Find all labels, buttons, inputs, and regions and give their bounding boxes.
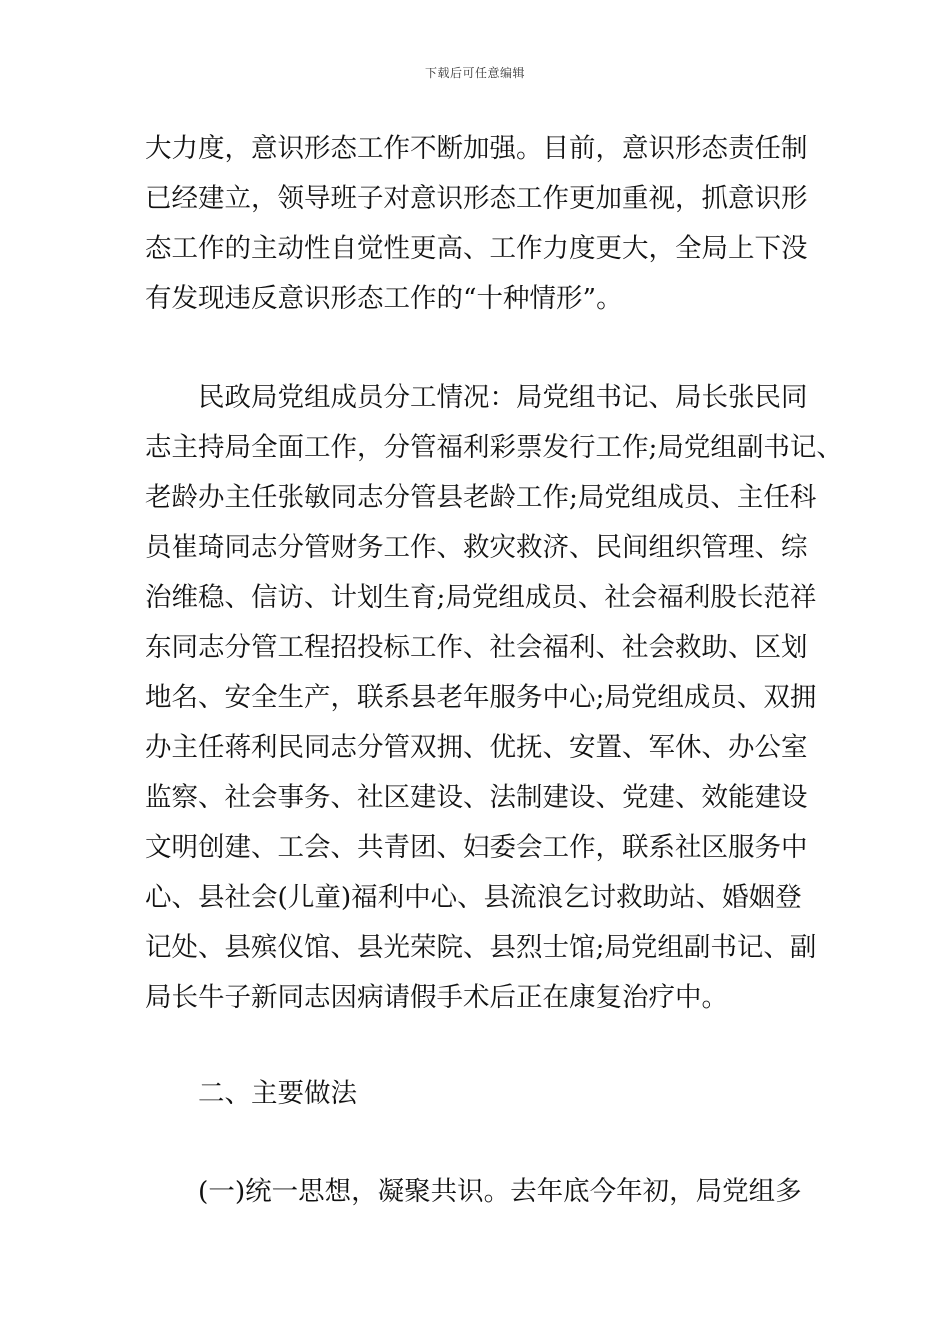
paragraph-line: 治维稳、信访、计划生育;局党组成员、社会福利股长范祥 xyxy=(145,582,817,613)
paragraph-1 xyxy=(145,124,825,324)
section-heading xyxy=(145,1069,825,1119)
paragraph-line: 民政局党组成员分工情况：局党组书记、局长张民同 xyxy=(198,382,808,413)
paragraph-line: 已经建立，领导班子对意识形态工作更加重视，抓意识形 xyxy=(145,183,808,214)
paragraph-line: 文明创建、工会、共青团、妇委会工作，联系社区服务中 xyxy=(145,832,808,863)
paragraph-line: 监察、社会事务、社区建设、法制建设、党建、效能建设 xyxy=(145,782,808,813)
paragraph-line: (一)统一思想，凝聚共识。去年底今年初，局党组多 xyxy=(198,1176,802,1207)
paragraph-line: 办主任蒋利民同志分管双拥、优抚、安置、军休、办公室 xyxy=(145,732,808,763)
paragraph-line: 东同志分管工程招投标工作、社会福利、社会救助、区划 xyxy=(145,632,808,663)
paragraph-line: 老龄办主任张敏同志分管县老龄工作;局党组成员、主任科 xyxy=(145,482,817,513)
paragraph-line: 局长牛子新同志因病请假手术后正在康复治疗中。 xyxy=(145,982,728,1013)
paragraph-line: 大力度，意识形态工作不断加强。目前，意识形态责任制 xyxy=(145,133,808,164)
paragraph-line: 态工作的主动性自觉性更高、工作力度更大，全局上下没 xyxy=(145,233,808,264)
paragraph-line: 地名、安全生产，联系县老年服务中心;局党组成员、双拥 xyxy=(145,682,817,713)
heading-line: 二、主要做法 xyxy=(198,1078,357,1109)
paragraph-line: 心、县社会(儿童)福利中心、县流浪乞讨救助站、婚姻登 xyxy=(145,882,802,913)
paragraph-line: 记处、县殡仪馆、县光荣院、县烈士馆;局党组副书记、副 xyxy=(145,932,817,963)
paragraph-line: 员崔琦同志分管财务工作、救灾救济、民间组织管理、综 xyxy=(145,532,808,563)
paragraph-line: 志主持局全面工作，分管福利彩票发行工作;局党组副书记、 xyxy=(145,432,843,463)
page-header: 下载后可任意编辑 xyxy=(424,66,525,80)
paragraph-3 xyxy=(145,1167,825,1217)
paragraph-2 xyxy=(145,373,843,1023)
paragraph-line: 有发现违反意识形态工作的“十种情形”。 xyxy=(145,283,623,314)
